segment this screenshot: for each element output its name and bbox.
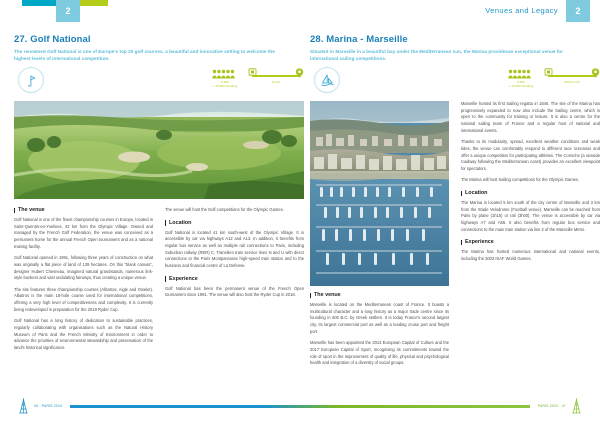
chapter-badge-right: 2: [566, 0, 590, 22]
section-heading-venue-right: The venue: [310, 292, 449, 298]
paragraph: The site features three championship courses (Albatros, Aigle and Oiselet). Albatros is the main 18-hole course used for international competitions, offering a very high level of competitiveness and complexity. It is currently being redeveloped in preparation for the 2018 Ryder Cup.: [14, 286, 153, 312]
section-heading-experience-right: Experience: [461, 239, 600, 245]
map-pin-icon: [295, 68, 304, 78]
eiffel-tower-icon-right: [571, 398, 582, 419]
right-venue-subtitle: Situated in Marseille in a beautiful bay under the Mediterranean sun, the Marina providesan exceptional venue for international sailing competitions.: [310, 49, 564, 62]
right-stats: [508, 68, 600, 88]
section-heading-venue: The venue: [14, 207, 153, 213]
footer-page-number-left: 46 - PARIS 2024: [34, 404, 63, 408]
distance-indicator: [248, 68, 304, 79]
right-photo-wrap: [310, 101, 449, 372]
paragraph: Golf National has been the permanent venue of the French Open tournament since 1991. The venue will also host the Ryder Cup in 2018.: [165, 285, 304, 298]
olympic-village-icon: [544, 68, 553, 77]
eiffel-tower-icon-left: [18, 398, 29, 419]
paragraph: Marseille hosted its first Sailing regatta in 1846. The site of the Marina has progressively expanded to now also include the Sailing centre, which is open to the community for training or leisure. It is also a centre for the national sailing team of France and a regular host of national and international events.: [461, 101, 600, 133]
left-capacity-value: 5,000: [221, 80, 229, 85]
left-column-2: [165, 207, 304, 356]
section-heading-location: Location: [165, 220, 304, 226]
right-venue-title: 28. Marina - Marseille: [310, 34, 408, 45]
page-title: Venues and Legacy: [485, 6, 558, 15]
footer-page-number-right: PARIS 2024 - 47: [537, 404, 566, 408]
spread-body: [0, 34, 600, 390]
left-venue-subtitle: The renowned Golf National is one of Europe's top 20 golf courses, a beautiful and innovative setting to welcome the highest levels of international competition.: [14, 49, 275, 62]
paragraph: Golf National has a long history of dedication to sustainable practices, regularly collaborating with organisations such as the Natural History Museum of Paris and the French Ministry of Environment in order to advance the priorities of environmental stewardship and preservation of the land's historical significance.: [14, 318, 153, 350]
footer-gradient-bar: [70, 405, 530, 408]
distance-line: [548, 75, 596, 76]
paragraph: Golf National is located 41 km south-west of the Olympic Village. It is accessible by car via highways A12 and A13. In addition, it benefits from regular bus service as well as multiple rail connections to Paris, including Suburban railway (RER) C, Transilien train service lines N and U with direct connections to the Paris Montparnasse high-speed train station and to the business and financial centre of La Defense.: [165, 229, 304, 268]
left-distance-value: 42 km: [271, 80, 281, 85]
spectators-icon: [212, 68, 238, 79]
section-heading-location-right: Location: [461, 190, 600, 196]
left-text-columns: [14, 207, 304, 356]
sailing-icon: [314, 67, 340, 93]
left-capacity-note: + 30,000 standing: [212, 84, 238, 89]
section-heading-experience: Experience: [165, 276, 304, 282]
paragraph: Marseille is located on the Mediterranean coast of France. It boasts a multicultural character and a long history as a major trade centre since its founding in 600 B.C. by Greek settlers. It is today France's second largest city, its largest commercial port as well as a leading cruise port and freight port.: [310, 302, 449, 334]
right-distance-stat: [544, 68, 600, 84]
right-capacity-note: + 10,000 standing: [508, 84, 534, 89]
page-footer: [0, 398, 600, 414]
left-venue-photo: [14, 101, 304, 199]
header-tab-cyan: [22, 0, 56, 6]
map-pin-icon: [591, 68, 600, 78]
right-column-2: [461, 101, 600, 372]
right-capacity-value: 5,000: [517, 80, 525, 85]
right-page: [310, 34, 600, 390]
paragraph: The Marina is located 5 km south of the city centre of Marseille and 3 km from the Stade Velodrome (Football venue). Marseille can be reached from Paris by plane (1h15) or rail (3h00). The venue is accessible by car via highways A7 and A55. It also benefits from regular bus service and connections to the main train station via line 2 of the Marseille Metro.: [461, 200, 600, 232]
left-column-1: [14, 207, 153, 356]
paragraph: Golf National opened in 1991, following three years of construction on what was originally a flat piece of land of 139 hectares. On this "blank canvas", designer Hubert Chesneau, imagined natural grandstands, numerous link-style bunkers and vast undulating fairways, thus creating a unique venue.: [14, 255, 153, 281]
right-upper-block: [310, 101, 600, 372]
left-capacity-stat: [212, 68, 238, 88]
paragraph: The venue will host the Golf competitions for the Olympic Games.: [165, 207, 284, 213]
paragraph: Thanks to its modularity, spread, excellent weather conditions and weak tides, the venue can comfortably respond to different race scenarios and offer a unique competition for participating athletes. The Corniche (a seaside roadway following the Mediterranean coast) provides an excellent viewpoint for spectators.: [461, 139, 600, 171]
left-page: [14, 34, 304, 390]
paragraph: The Marina has hosted numerous international and national events, including the 2002 ISAF World Games.: [461, 249, 600, 261]
spectators-icon: [508, 68, 534, 79]
distance-indicator: [544, 68, 600, 79]
golf-icon: [18, 67, 44, 93]
right-capacity-stat: [508, 68, 534, 88]
distance-line: [252, 75, 300, 76]
header-tab-green: [80, 0, 108, 6]
paragraph: The Marina will host Sailing competitions for the Olympic Games.: [461, 177, 580, 183]
left-venue-title: 27. Golf National: [14, 34, 91, 45]
left-stats: [212, 68, 304, 88]
paragraph: Golf National is one of the finest championship courses in Europe, located in Saint-Quentin-en-Yvelines, 42 km from the Olympic Village. Owned and managed by the French Golf Federation, the venue was conceived as a permanent home for the annual French Open tournament and as a national training facility.: [14, 217, 153, 249]
left-stats-strip: [14, 67, 304, 97]
page-header: [0, 0, 600, 26]
paragraph: Marseille has been appointed the 2013 European Capital of Culture and the 2017 European Capital of Sport, recognising its commitments toward the role of sport in the improvement of quality of life, physical and psychological health and integration of a diversity of social groups.: [310, 340, 449, 366]
olympic-village-icon: [248, 68, 257, 77]
right-distance-value: 800 km rail: [564, 80, 580, 85]
left-distance-stat: [248, 68, 304, 84]
chapter-badge-left: 2: [56, 0, 80, 22]
right-venue-photo: [310, 101, 449, 286]
right-stats-strip: [310, 67, 600, 97]
